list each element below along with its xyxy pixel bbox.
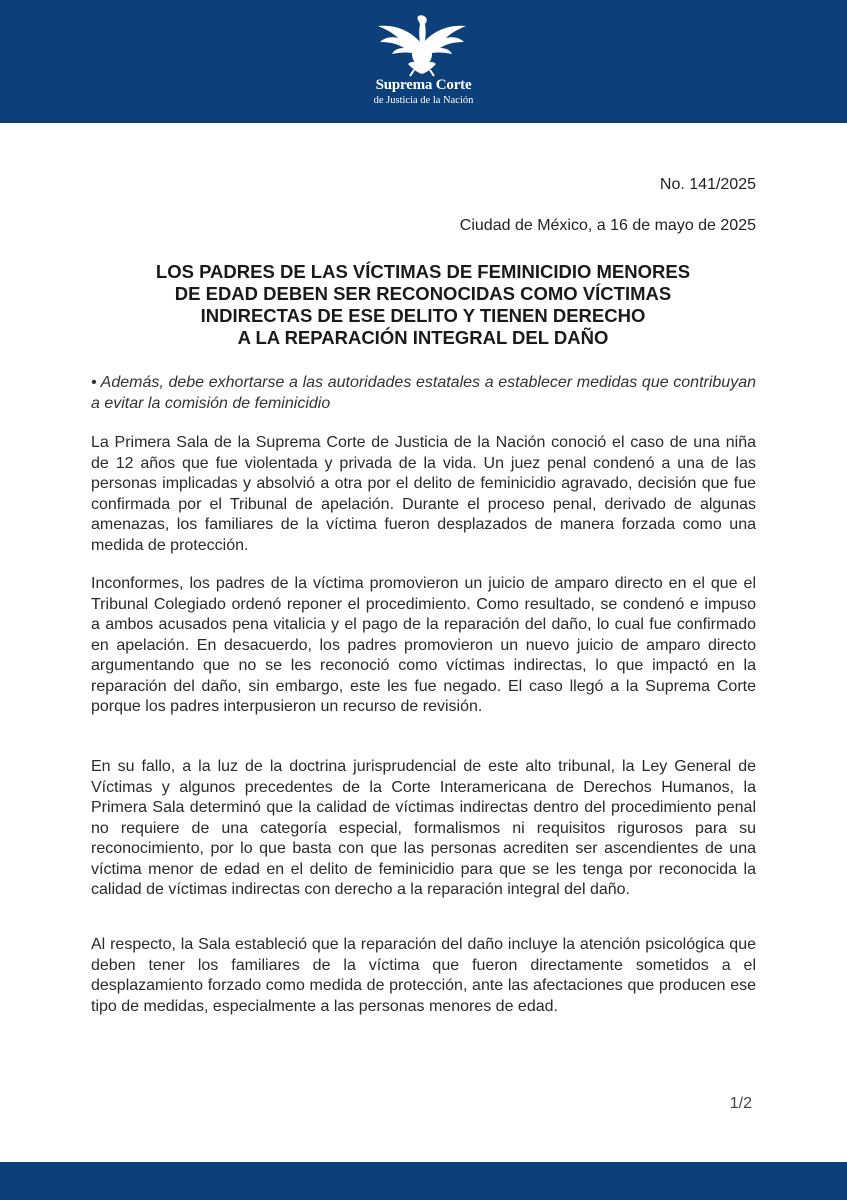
institution-subtitle: de Justicia de la Nación: [373, 95, 474, 106]
headline-line: A LA REPARACIÓN INTEGRAL DEL DAÑO: [237, 327, 609, 348]
headline: [90, 261, 756, 349]
press-release-number: No. 141/2025: [659, 176, 756, 193]
page-number: 1/2: [729, 1095, 752, 1112]
body-paragraph: Inconformes, los padres de la víctima promovieron un juicio de amparo directo en el que el Tribunal Colegiado ordenó reponer el procedimiento. Como resultado, se condenó e impuso a ambos acusados pena vitalicia y el pago de la reparación del daño, lo cual fue confirmado en apelación. En desacuerdo, los padres promovieron un nuevo juicio de amparo directo argumentando que no se les reconoció como víctimas indirectas, lo que impactó en la reparación del daño, sin embargo, este les fue negado. El caso llegó a la Suprema Corte porque los padres interpusieron un recurso de revisión.: [91, 575, 756, 715]
eagle-emblem-icon: [372, 14, 472, 78]
headline-line: DE EDAD DEBEN SER RECONOCIDAS COMO VÍCTIMAS: [174, 283, 672, 304]
body-paragraph: En su fallo, a la luz de la doctrina jurisprudencial de este alto tribunal, la Ley General de Víctimas y algunos precedentes de la Corte Interamericana de Derechos Humanos, la Primera Sala determinó que la calidad de víctimas indirectas dentro del procedimiento penal no requiere de una categoría especial, formalismos ni requisitos rigurosos para su reconocimiento, por lo que basta con que las personas acrediten ser ascendientes de una víctima menor de edad en el delito de feminicidio para que se les tenga por reconocida la calidad de víctimas indirectas con derecho a la reparación integral del daño.: [91, 758, 756, 898]
body-paragraph: La Primera Sala de la Suprema Corte de Justicia de la Nación conoció el caso de una niña de 12 años que fue violentada y privada de la vida. Un juez penal condenó a una de las personas implicadas y absolvió a otra por el delito de feminicidio agravado, decisión que fue confirmada por el Tribunal de apelación. Durante el proceso penal, derivado de algunas amenazas, los familiares de la víctima fueron desplazados de manera forzada como una medida de protección.: [91, 434, 756, 554]
press-release-date: Ciudad de México, a 16 de mayo de 2025: [459, 217, 756, 234]
body-paragraph: Al respecto, la Sala estableció que la reparación del daño incluye la atención psicológica que deben tener los familiares de la víctima que fueron directamente sometidos a el desplazamiento forzado como medida de protección, ante las afectaciones que producen ese tipo de medidas, especialmente a las personas menores de edad.: [91, 936, 756, 1015]
summary-bullet: • Además, debe exhortarse a las autoridades estatales a establecer medidas que contribuyan a evitar la comisión de feminicidio: [91, 374, 756, 412]
headline-line: INDIRECTAS DE ESE DELITO Y TIENEN DERECHO: [200, 305, 646, 326]
footer-banner: [0, 1162, 847, 1200]
header-banner: [0, 0, 847, 123]
headline-line: LOS PADRES DE LAS VÍCTIMAS DE FEMINICIDIO MENORES: [155, 261, 691, 282]
institution-name: Suprema Corte: [375, 77, 472, 93]
